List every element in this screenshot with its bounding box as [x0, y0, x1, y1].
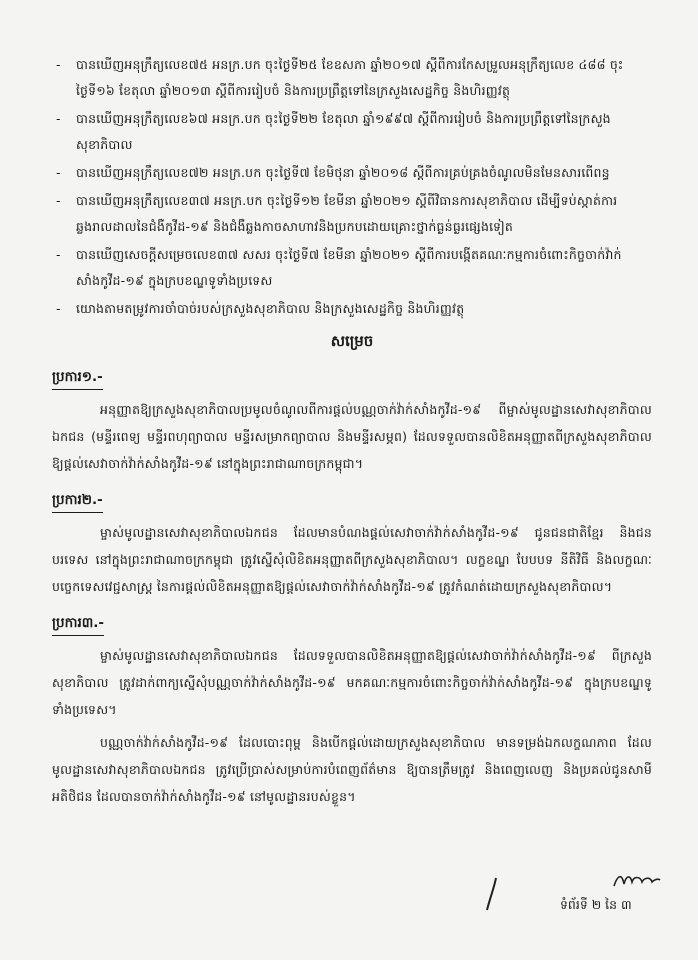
preamble-text: បានឃើញអនុក្រឹត្យលេខ៧២ អនក្រ.បក ចុះថ្ងៃទី៧ ខែមិថុនា ឆ្នាំ២០១៨ ស្តីពីការគ្រប់គ្រងចំណូលមិនមែនសារពើពន្ធ: [76, 165, 610, 180]
preamble-list: [52, 52, 652, 322]
preamble-item: [52, 106, 652, 158]
page-number: ទំព័រទី ២ នៃ ៣: [560, 897, 632, 912]
preamble-item: [52, 242, 652, 294]
article-2: [52, 483, 652, 600]
article-1: [52, 360, 652, 477]
article-paragraph: អនុញ្ញាតឱ្យក្រសួងសុខាភិបាលប្រមូលចំណូលពីការផ្តល់បណ្ណចាក់វ៉ាក់សាំងកូវីដ-១៩ ពីម្ចាស់មូលដ្ឋានសេវាសុខាភិបាលឯកជន (មន្ទីរពេទ្យ មន្ទីរពហុព្យាបាល មន្ទីរសម្រាកព្យាបាល និងមន្ទីរសម្ភព) ដែលទទួលបានលិខិតអនុញ្ញាតពីក្រសួងសុខាភិបាល ឱ្យផ្តល់សេវាចាក់វ៉ាក់សាំងកូវីដ-១៩ នៅក្នុងព្រះរាជាណាចក្រកម្ពុជា។: [52, 402, 652, 471]
dash-marker: -: [56, 193, 61, 208]
preamble-item: [52, 52, 652, 104]
article-3: [52, 606, 652, 810]
preamble-text: បានឃើញអនុក្រឹត្យលេខ៧៥ អនក្រ.បក ចុះថ្ងៃទី២៥ ខែឧសភា ឆ្នាំ២០១៧ ស្តីពីការកែសម្រួលអនុក្រឹត្យលេខ ៤៨៨ ចុះថ្ងៃទី១៦ ខែតុលា ឆ្នាំ២០១៣ ស្តីពីការរៀបចំ និងការប្រព្រឹត្តទៅនៃក្រសួងសេដ្ឋកិច្ច និងហិរញ្ញវត្ថុ: [76, 57, 624, 98]
preamble-item: [52, 296, 652, 322]
article-paragraph: ម្ចាស់មូលដ្ឋានសេវាសុខាភិបាលឯកជន ដែលមានបំណងផ្តល់សេវាចាក់វ៉ាក់សាំងកូវីដ-១៩ ជូនជនជាតិខ្មែរ និងជនបរទេស នៅក្នុងព្រះរាជាណាចក្រកម្ពុជា ត្រូវស្នើសុំលិខិតអនុញ្ញាតពីក្រសួងសុខាភិបាល។ លក្ខខណ្ឌ បែបបទ នីតិវិធី និងលក្ខណៈបច្ចេកទេសវេជ្ជសាស្ត្រ នៃការផ្តល់លិខិតអនុញ្ញាតឱ្យផ្តល់សេវាចាក់វ៉ាក់សាំងកូវីដ-១៩ ត្រូវកំណត់ដោយក្រសួងសុខាភិបាល។: [52, 525, 652, 594]
preamble-item: [52, 160, 652, 186]
decision-title: សម្រេច: [330, 332, 374, 350]
article-paragraph: ម្ចាស់មូលដ្ឋានសេវាសុខាភិបាលឯកជន ដែលទទួលបានលិខិតអនុញ្ញាតឱ្យផ្តល់សេវាចាក់វ៉ាក់សាំងកូវីដ-១៩ ពីក្រសួងសុខាភិបាល ត្រូវដាក់ពាក្យស្នើសុំបណ្ណចាក់វ៉ាក់សាំងកូវីដ-១៩ មកគណៈកម្មការចំពោះកិច្ចចាក់វ៉ាក់សាំងកូវីដ-១៩ ក្នុងក្របខណ្ឌទូទាំងប្រទេស។: [52, 648, 652, 717]
preamble-text: បានឃើញអនុក្រឹត្យលេខ៣៧ អនក្រ.បក ចុះថ្ងៃទី១២ ខែមីនា ឆ្នាំ២០២១ ស្តីពីវិធានការសុខាភិបាល ដើម្បីទប់ស្កាត់ការឆ្លងរាលដាលនៃជំងឺកូវីដ-១៩ និងជំងឺឆ្លងកាចសាហាវនិងប្រកបដោយគ្រោះថ្នាក់ធ្ងន់ធ្ងរផ្សេងទៀត: [76, 193, 618, 234]
article-heading: ប្រការ១.-: [52, 368, 103, 390]
dash-marker: -: [56, 247, 61, 262]
article-paragraph: បណ្ណចាក់វ៉ាក់សាំងកូវីដ-១៩ ដែលបោះពុម្ព និងបើកផ្តល់ដោយក្រសួងសុខាភិបាល មានទម្រង់ឯកលក្ខណភាព ដែលមូលដ្ឋានសេវាសុខាភិបាលឯកជន ត្រូវប្រើប្រាស់សម្រាប់ការបំពេញព័ត៌មាន ឱ្យបានត្រឹមត្រូវ និងពេញលេញ និងប្រគល់ជូនសាមីអតិថិជន ដែលបានចាក់វ៉ាក់សាំងកូវីដ-១៩ នៅមូលដ្ឋានរបស់ខ្លួន។: [52, 735, 652, 804]
dash-marker: -: [56, 111, 61, 126]
pen-stroke-mark: [484, 876, 500, 912]
dash-marker: -: [56, 57, 61, 72]
preamble-text: យោងតាមតម្រូវការចាំបាច់របស់ក្រសួងសុខាភិបាល និងក្រសួងសេដ្ឋកិច្ច និងហិរញ្ញវត្ថុ: [76, 301, 465, 316]
preamble-text: បានឃើញអនុក្រឹត្យលេខ៦៧ អនក្រ.បក ចុះថ្ងៃទី២២ ខែតុលា ឆ្នាំ១៩៩៧ ស្តីពីការរៀបចំ និងការប្រព្រឹត្តទៅនៃក្រសួងសុខាភិបាល: [76, 111, 611, 152]
initials-signature: [612, 870, 662, 892]
article-heading: ប្រការ២.-: [52, 491, 103, 513]
article-heading: ប្រការ៣.-: [52, 614, 104, 636]
preamble-text: បានឃើញសេចក្តីសម្រេចលេខ៣៧ សសរ ចុះថ្ងៃទី៧ ខែមីនា ឆ្នាំ២០២១ ស្តីពីការបង្កើតគណៈកម្មការចំពោះកិច្ចចាក់វ៉ាក់សាំងកូវីដ-១៩ ក្នុងក្របខណ្ឌទូទាំងប្រទេស: [76, 247, 622, 288]
dash-marker: -: [56, 301, 61, 316]
dash-marker: -: [56, 165, 61, 180]
preamble-item: [52, 188, 652, 240]
